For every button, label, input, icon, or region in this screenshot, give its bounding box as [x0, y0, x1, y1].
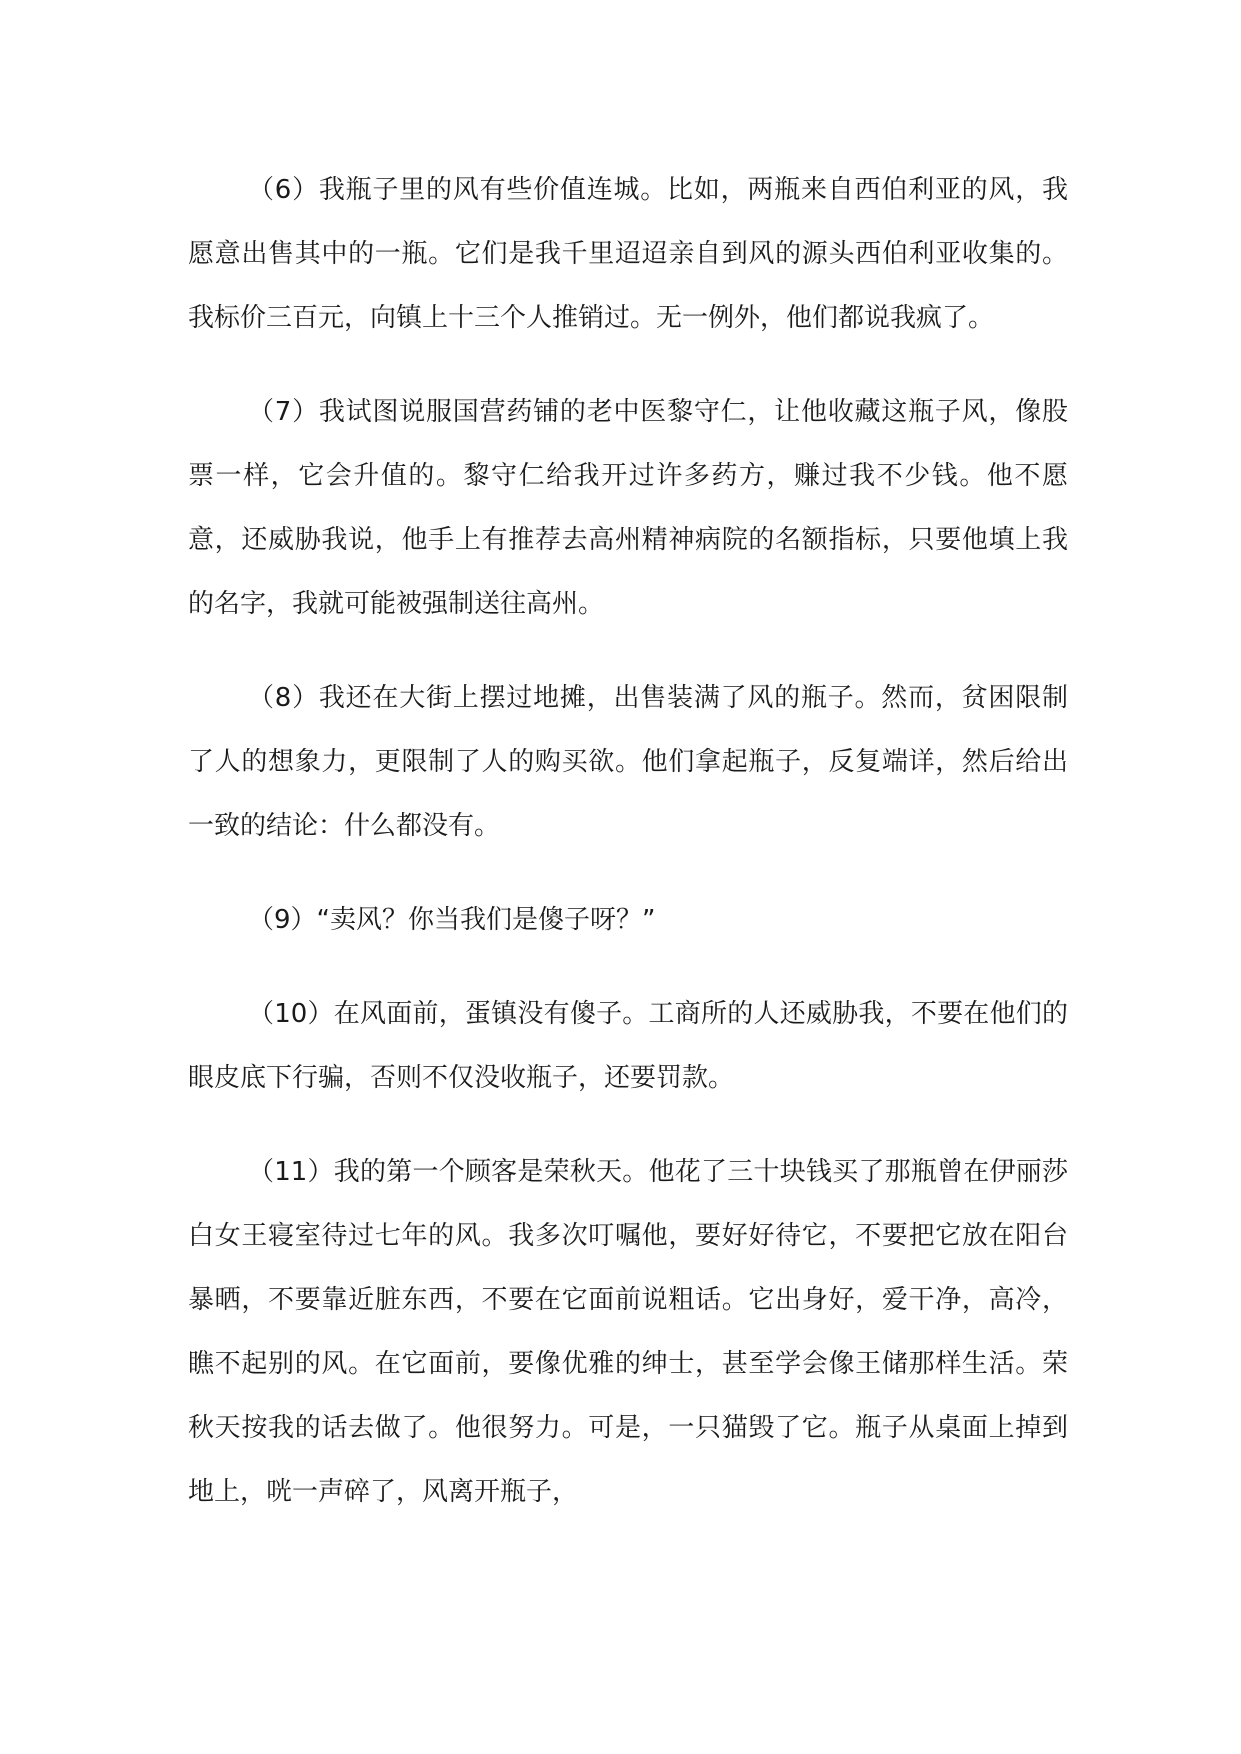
paragraph-9: （9）“卖风？你当我们是傻子呀？” [248, 905, 656, 935]
paragraph-10: （10）在风面前，蛋镇没有傻子。工商所的人还威胁我，不要在他们的眼皮底下行骗，否则不仅没收瓶子，还要罚款。 [188, 999, 1068, 1093]
paragraph-8: （8）我还在大街上摆过地摊，出售装满了风的瓶子。然而，贫困限制了人的想象力，更限制了人的购买欲。他们拿起瓶子，反复端详，然后给出一致的结论：什么都没有。 [188, 683, 1068, 841]
paragraph-6: （6）我瓶子里的风有些价值连城。比如，两瓶来自西伯利亚的风，我愿意出售其中的一瓶。它们是我千里迢迢亲自到风的源头西伯利亚收集的。我标价三百元，向镇上十三个人推销过。无一例外，他们都说我疯了。 [188, 175, 1068, 333]
document-body [188, 158, 1068, 1524]
paragraph-11: （11）我的第一个顾客是荣秋天。他花了三十块钱买了那瓶曾在伊丽莎白女王寝室待过七年的风。我多次叮嘱他，要好好待它，不要把它放在阳台暴晒，不要靠近脏东西，不要在它面前说粗话。它出身好，爱干净，高冷，瞧不起别的风。在它面前，要像优雅的绅士，甚至学会像王储那样生活。荣秋天按我的话去做了。他很努力。可是，一只猫毁了它。瓶子从桌面上掉到地上，咣一声碎了，风离开瓶子， [188, 1157, 1068, 1507]
paragraph-7: （7）我试图说服国营药铺的老中医黎守仁，让他收藏这瓶子风，像股票一样，它会升值的。黎守仁给我开过许多药方，赚过我不少钱。他不愿意，还威胁我说，他手上有推荐去高州精神病院的名额指标，只要他填上我的名字，我就可能被强制送往高州。 [188, 397, 1068, 619]
